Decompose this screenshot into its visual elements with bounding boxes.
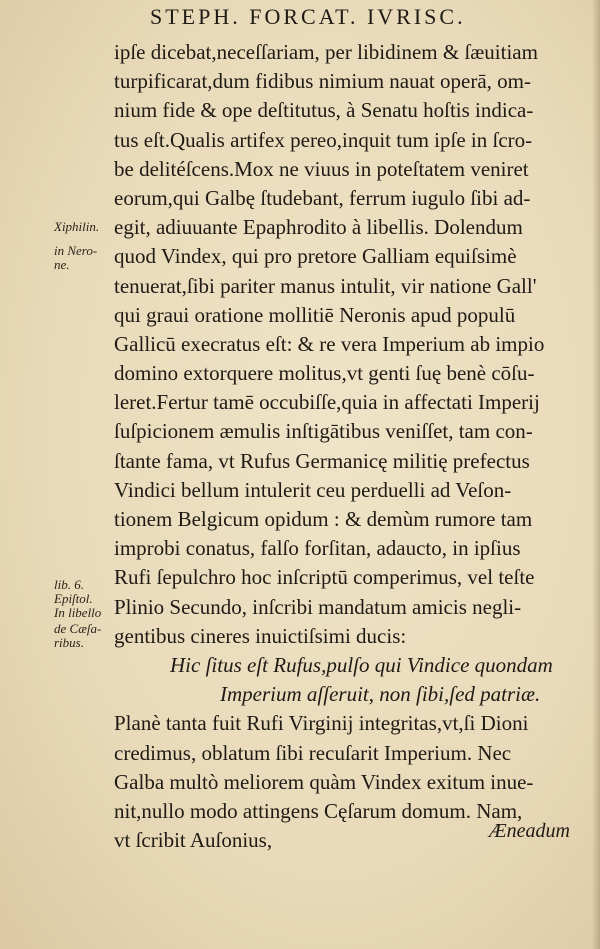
text-line: qui graui oratione mollitiē Neronis apud populū [114, 302, 516, 327]
text-line: Gallicū execratus eſt: & re vera Imperium ab impio [114, 331, 545, 356]
text-line: improbi conatus, falſo forſitan, adaucto, in ipſius [114, 536, 521, 561]
text-line: credimus, oblatum ſibi recuſarit Imperium. Nec [114, 740, 512, 765]
text-line: tionem Belgicum opidum : & demùm rumore tam [114, 507, 533, 531]
running-head: STEPH. FORCAT. IVRISC. [150, 4, 466, 29]
text-line: Rufi ſepulchro hoc inſcriptū comperimus, vel teſte [114, 565, 535, 590]
text-line: tus eſt.Qualis artifex pereo,inquit tum ipſe in ſcro- [114, 127, 533, 152]
text-line: vt ſcribit Auſonius, [114, 828, 273, 853]
text-line: egit, adiuuante Epaphrodito à libellis. Dolendum [114, 215, 523, 240]
main-text [114, 38, 584, 855]
text-line: nit,nullo modo attingens Cęſarum domum. Nam, [114, 798, 523, 823]
text-line: eorum,qui Galbę ſtudebant, ferrum iugulo ſibi ad- [114, 185, 531, 210]
text-line: quod Vindex, qui pro pretore Galliam equiſsimè [114, 244, 517, 269]
text-line: Planè tanta fuit Rufi Virginij integritas,vt,ſi Dioni [114, 711, 529, 736]
margin-note: lib. 6. Epiſtol. In libello de Cæſa- ribus. [54, 577, 102, 650]
epitaph-line: Hic ſitus eſt Rufus,pulſo qui Vindice quondam [170, 652, 553, 677]
text-line: be delitéſcens.Mox ne viuus in poteſtatem veniret [114, 156, 529, 181]
text-line: nium fide & ope deſtitutus, à Senatu hoſtis indica- [114, 98, 534, 123]
text-line: Plinio Secundo, inſcribi mandatum amicis negli- [114, 594, 522, 619]
page-edge-shadow [592, 0, 600, 949]
text-line: gentibus cineres inuictiſsimi ducis: [114, 623, 407, 648]
epitaph-line: Imperium aſſeruit, non ſibi,ſed patriæ. [220, 682, 541, 707]
margin-note: Xiphilin. in Nero- ne. [54, 219, 100, 272]
text-line: domino extorquere molitus,vt genti ſuę benè cōſu- [114, 361, 535, 386]
text-line: ſuſpicionem æmulis inſtigātibus veniſſet, tam con- [114, 419, 533, 444]
text-line: leret.Fertur tamē occubiſſe,quia in affectati Imperij [114, 390, 540, 415]
text-line: ſtante fama, vt Rufus Germanicę militię prefectus [114, 448, 530, 473]
text-line: Vindici bellum intulerit ceu perduelli ad Veſon- [114, 477, 512, 502]
text-line: turpificarat,dum fidibus nimium nauat operā, om- [114, 69, 531, 94]
text-line: Galba multò meliorem quàm Vindex exitum inue- [114, 769, 534, 794]
text-line: ipſe dicebat,neceſſariam, per libidinem & ſæuitiam [114, 40, 538, 64]
catchword: Æneadum [488, 820, 570, 842]
text-line: tenuerat,ſibi pariter manus intulit, vir natione Gall' [114, 273, 537, 298]
